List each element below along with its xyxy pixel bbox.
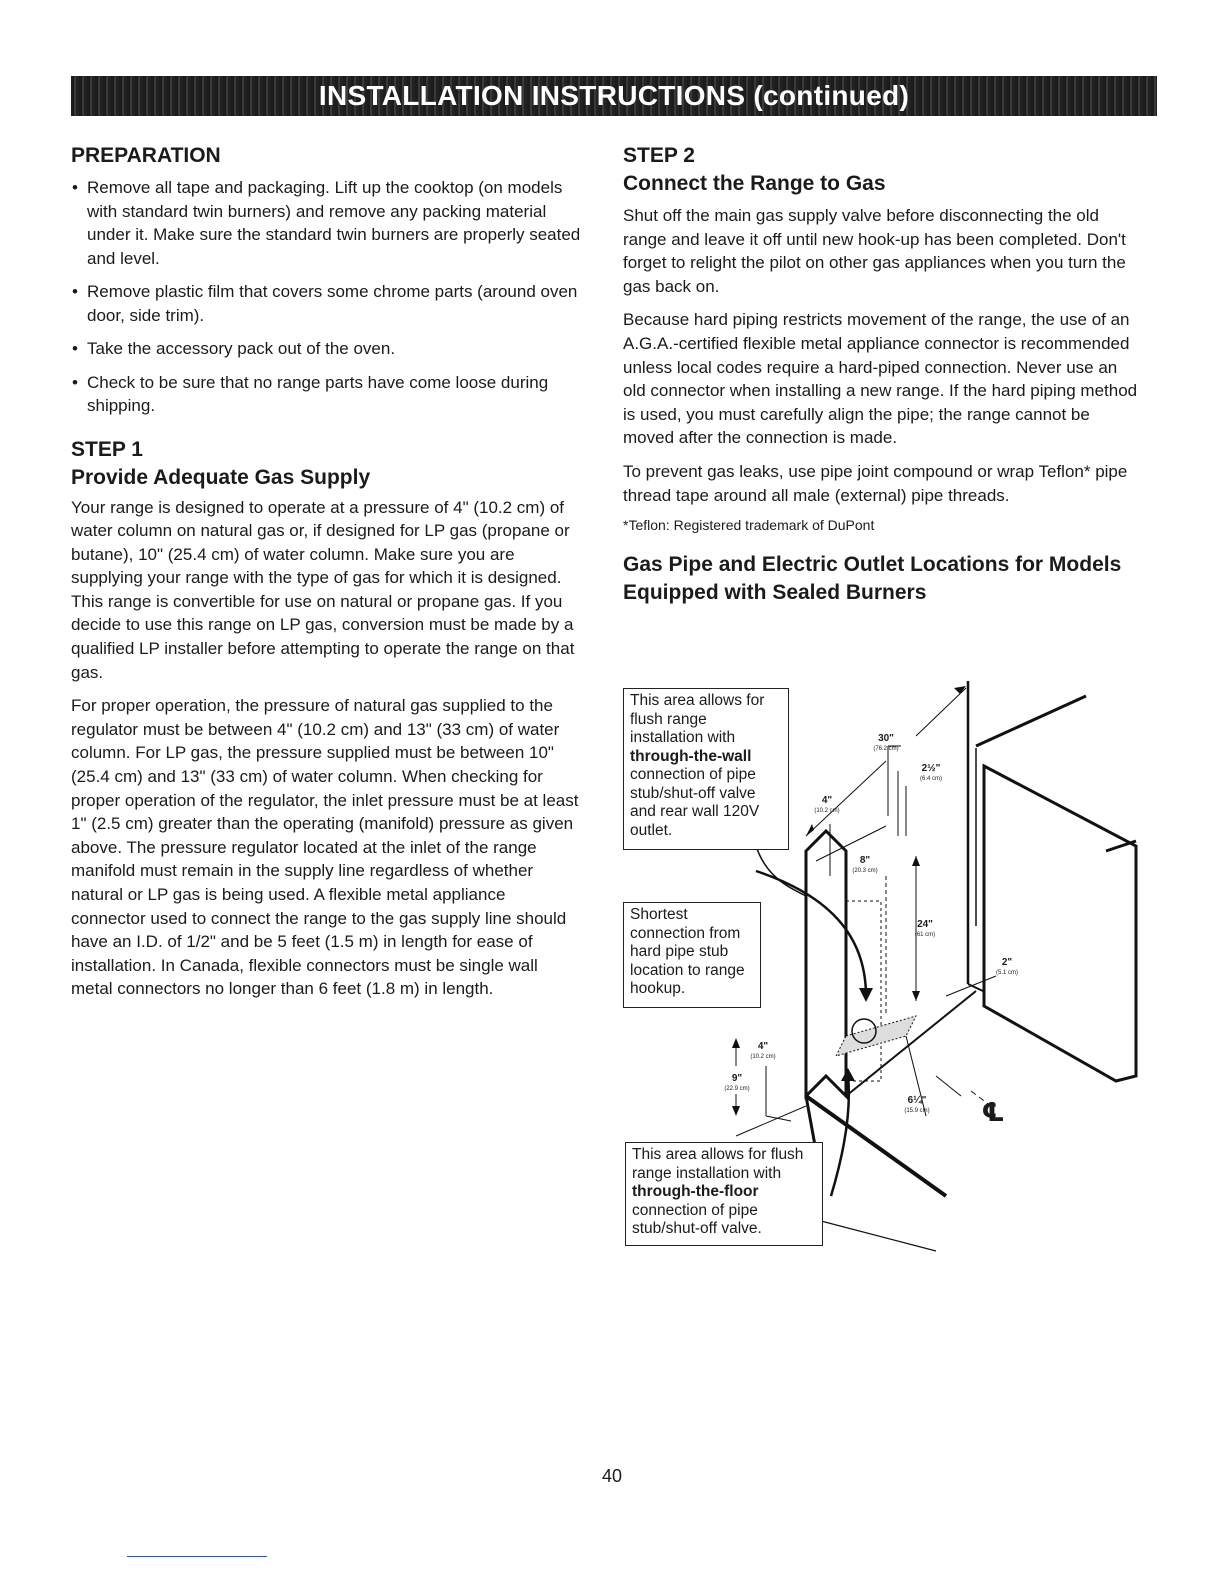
- dimension-9: [720, 1074, 754, 1094]
- gas-pipe-section-title: Gas Pipe and Electric Outlet Locations for Models Equipped with Sealed Burners: [623, 553, 1122, 605]
- dimension-metric: (15.9 cm): [904, 1108, 930, 1114]
- dimension-value: 6¼": [907, 1095, 927, 1106]
- step1-title: Provide Adequate Gas Supply: [71, 465, 371, 489]
- dimension-value: 2½": [921, 763, 941, 774]
- dimension-metric: (10.2 cm): [814, 808, 840, 814]
- dimension-metric: (10.2 cm): [750, 1054, 776, 1060]
- dimension-metric: (6.4 cm): [919, 776, 942, 782]
- step1-paragraph: Your range is designed to operate at a pressure of 4" (10.2 cm) of water column on natural gas or, if designed for LP gas (propane or butane), 10" (25.4 cm) of water column. Make sure you are supplying your range with the type of gas for which it is designed. This range is convertible for use on natural or propane gas. If you decide to use this range on LP gas, conversion must be made by a qualified LP installer before attempting to operate the range on that gas.: [71, 497, 575, 682]
- dimension-6-25: [900, 1096, 934, 1116]
- step2-title: Connect the Range to Gas: [623, 172, 886, 195]
- page-number: 40: [601, 1466, 623, 1486]
- preparation-heading: PREPARATION: [71, 144, 221, 167]
- step2-paragraph: To prevent gas leaks, use pipe joint compound or wrap Teflon* pipe thread tape around all male (external) pipe threads.: [623, 461, 1128, 505]
- section-banner: [71, 76, 1157, 116]
- dimension-metric: (20.3 cm): [852, 868, 878, 874]
- banner-title: INSTALLATION INSTRUCTIONS (continued): [318, 80, 910, 111]
- dimension-value: 8": [859, 855, 871, 866]
- step2-paragraph: Because hard piping restricts movement of the range, the use of an A.G.A.-certified flexible metal appliance connector is recommended unless local codes require a hard-piped connection. Never use an old connector when installing a new range. If the hard piping method is used, you must carefully align the pipe; the range cannot be moved after the connection is made.: [623, 310, 1138, 448]
- dimension-value: 4": [757, 1041, 769, 1052]
- left-column: [71, 142, 583, 1011]
- centerline-icon: ℄: [981, 1098, 1005, 1128]
- callout-floor-bold: through-the-floor: [632, 1183, 759, 1200]
- callout-through-wall: [623, 688, 789, 850]
- list-item: • Remove all tape and packaging. Lift up the cooktop (on models with standard twin burners) and remove any packing material under it. Make sure the standard twin burners are properly seated and level.: [71, 176, 583, 270]
- step1-paragraph: For proper operation, the pressure of natural gas supplied to the regulator must be between 4" (10.2 cm) and 13" (33 cm) of water column. For LP gas, the pressure supplied must be between 10" (25.4 cm) and 13" (33 cm) of water column. When checking for proper operation of the regulator, the inlet pressure must be at least 1" (2.5 cm) greater than the operating (manifold) pressure as given above. The pressure regulator located at the inlet of the range manifold must remain in the supply line regardless of whether natural or LP gas is being used. A flexible metal appliance connector used to connect the range to the gas supply line should have an I.D. of 1/2" and be 5 feet (1.5 m) in length for ease of installation. In Canada, flexible connectors must be single wall metal connectors no longer than 6 feet (1.8 m) in length.: [71, 696, 579, 999]
- callout-wall-text-before: This area allows for flush range installation with: [630, 692, 765, 746]
- callout-wall-text-after: connection of pipe stub/shut-off valve and rear wall 120V outlet.: [630, 766, 760, 839]
- dimension-2: [990, 958, 1024, 978]
- dimension-metric: (61 cm): [914, 932, 936, 938]
- step2-label: STEP 2: [623, 144, 695, 167]
- teflon-footnote: *Teflon: Registered trademark of DuPont: [623, 517, 875, 534]
- dimension-30: [866, 734, 906, 754]
- dimension-metric: (5.1 cm): [995, 970, 1018, 976]
- dimension-4-upper: [810, 796, 844, 816]
- footer-rule: [127, 1556, 267, 1557]
- step2-paragraph: Shut off the main gas supply valve before disconnecting the old range and leave it off until new hook-up has been completed. Don't forget to relight the pilot on other gas appliances when you turn the gas back on.: [623, 206, 1126, 296]
- step1-label: STEP 1: [71, 437, 143, 461]
- dimension-value: 2": [1001, 957, 1013, 968]
- right-column: [623, 142, 1143, 607]
- dimension-value: 9": [731, 1073, 743, 1084]
- dimension-2-5: [914, 764, 948, 784]
- callout-shortest-text: Shortest connection from hard pipe stub location to range hookup.: [630, 906, 745, 997]
- dimension-value: 30": [878, 733, 894, 744]
- callout-floor-text-after: connection of pipe stub/shut-off valve.: [632, 1201, 762, 1237]
- gas-pipe-diagram: [616, 676, 1146, 1276]
- list-item: • Take the accessory pack out of the oven.: [71, 337, 583, 361]
- list-item: • Remove plastic film that covers some chrome parts (around oven door, side trim).: [71, 280, 583, 327]
- dimension-metric: (76.2 cm): [873, 746, 899, 752]
- dimension-metric: (22.9 cm): [724, 1086, 750, 1092]
- callout-floor-text-before: This area allows for flush range installation with: [632, 1146, 804, 1182]
- dimension-4-lower: [746, 1042, 780, 1062]
- callout-wall-bold: through-the-wall: [630, 747, 752, 765]
- preparation-list: [71, 176, 583, 418]
- dimension-value: 24": [917, 919, 933, 930]
- dimension-24: [908, 920, 942, 940]
- dimension-8: [848, 856, 882, 876]
- callout-shortest-connection: [623, 902, 761, 1008]
- callout-through-floor: [625, 1142, 823, 1246]
- dimension-value: 4": [821, 795, 833, 806]
- list-item: • Check to be sure that no range parts have come loose during shipping.: [71, 371, 583, 418]
